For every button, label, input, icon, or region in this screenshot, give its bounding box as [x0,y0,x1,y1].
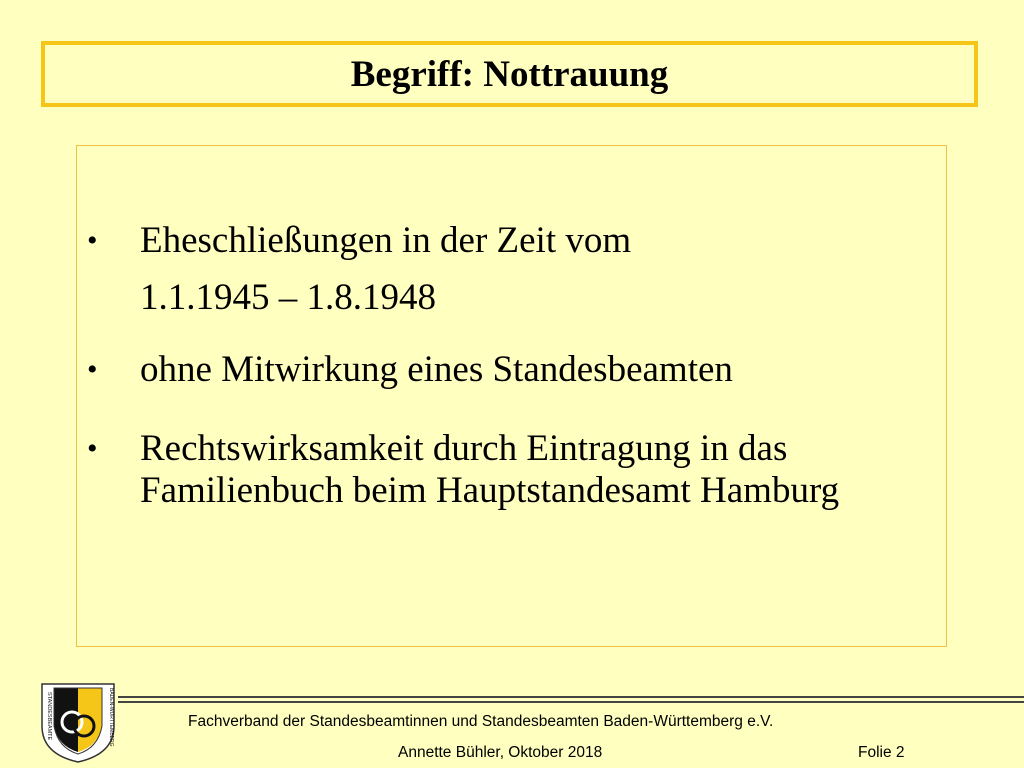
logo-text-left: STANDESBEAMTE [46,692,52,741]
bullet-text: Rechtswirksamkeit durch Eintragung in das Familienbuch beim Hauptstandesamt Hamburg [140,428,840,511]
bullet-marker: • [87,432,98,465]
bullet-text: ohne Mitwirkung eines Standesbeamten [140,349,733,390]
content-box [76,145,947,647]
slide-title-box [41,41,978,107]
footer-author-date: Annette Bühler, Oktober 2018 [398,744,603,761]
footer-slide-number: Folie 2 [858,744,905,761]
footer-organization: Fachverband der Standesbeamtinnen und Standesbeamten Baden-Württemberg e.V. [188,713,774,730]
bullet-marker: • [87,224,98,257]
footer-divider [118,701,1024,703]
bullet-text: Eheschließungen in der Zeit vom [140,220,632,261]
bullet-item [77,349,946,391]
bullet-item [77,220,946,319]
bullet-list [77,220,946,542]
logo-text-right: BADEN-WÜRTTEMBERG [108,688,114,747]
bullet-text: 1.1.1945 – 1.8.1948 [140,277,436,318]
bullet-marker: • [87,353,98,386]
footer-divider [118,696,1024,698]
association-logo [40,682,116,764]
bullet-item [77,428,946,512]
slide-title: Begriff: Nottrauung [350,53,669,95]
